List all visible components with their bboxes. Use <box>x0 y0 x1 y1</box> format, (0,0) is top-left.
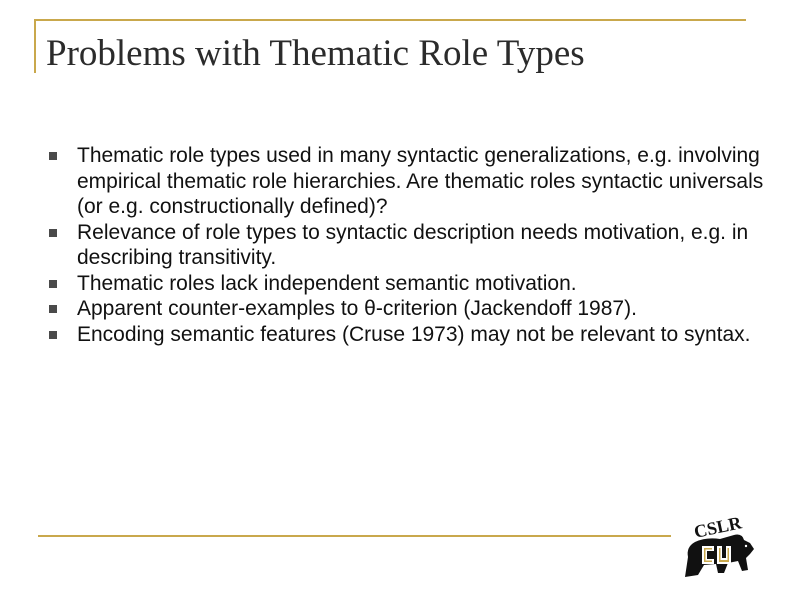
slide-title: Problems with Thematic Role Types <box>46 33 585 74</box>
square-bullet-icon <box>49 280 57 288</box>
bullet-item <box>48 296 768 322</box>
bullet-text: Thematic role types used in many syntactic generalizations, e.g. involving empirical thematic role hierarchies. Are thematic roles syntactic universals (or e.g. constructionally defined)? <box>77 144 764 218</box>
square-bullet-icon <box>49 305 57 313</box>
bullet-item <box>48 143 768 220</box>
square-bullet-icon <box>49 152 57 160</box>
bullet-text: Relevance of role types to syntactic description needs motivation, e.g. in describing transitivity. <box>77 220 749 269</box>
square-bullet-icon <box>49 229 57 237</box>
bullet-text: Apparent counter-examples to θ-criterion (Jackendoff 1987). <box>77 297 637 320</box>
bullet-list <box>48 143 768 347</box>
square-bullet-icon <box>49 331 57 339</box>
bottom-rule <box>38 535 671 537</box>
bullet-item <box>48 322 768 348</box>
cslr-logo <box>676 513 760 583</box>
left-rule <box>34 19 36 73</box>
logo-text: CSLR <box>692 513 744 542</box>
bullet-item <box>48 271 768 297</box>
cu-buffalo-logo-icon <box>676 513 760 583</box>
bullet-text: Encoding semantic features (Cruse 1973) may not be relevant to syntax. <box>77 322 751 346</box>
bullet-text: Thematic roles lack independent semantic motivation. <box>77 271 577 295</box>
bullet-item <box>48 220 768 271</box>
top-rule <box>34 19 746 21</box>
